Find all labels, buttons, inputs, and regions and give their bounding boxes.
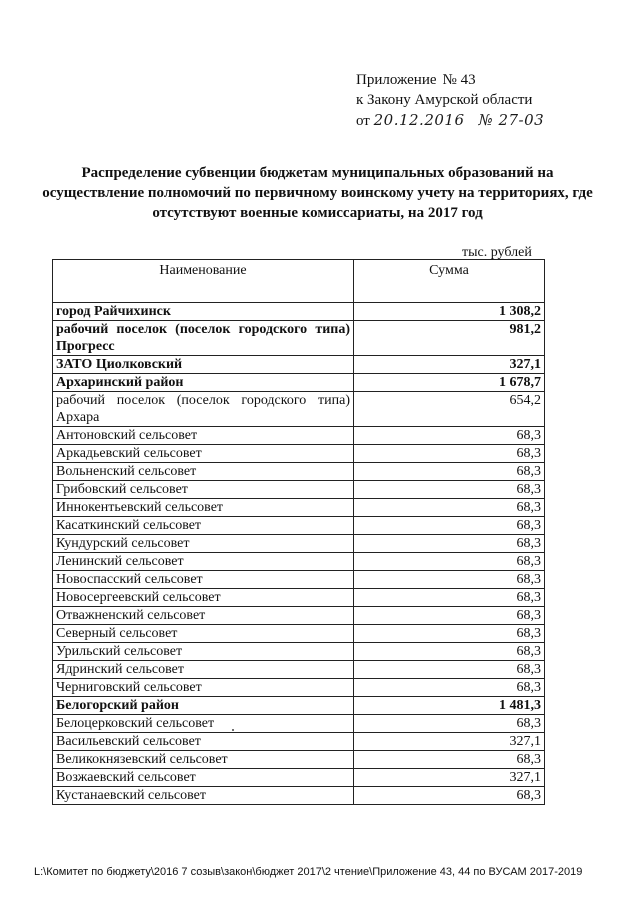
handwritten-date: 20.12.2016 [373,111,465,129]
row-value: 327,1 [354,769,545,787]
row-value: 68,3 [354,499,545,517]
table-row [53,733,545,751]
table-row [53,535,545,553]
row-name: Вольненский сельсовет [53,463,354,481]
row-value: 1 308,2 [354,303,545,321]
table-row [53,374,545,392]
table-row [53,427,545,445]
table-row [53,553,545,571]
appendix-number: № 43 [442,72,476,88]
row-name: Васильевский сельсовет [53,733,354,751]
row-value: 68,3 [354,445,545,463]
row-name: Северный сельсовет [53,625,354,643]
units-label: тыс. рублей [462,245,532,260]
row-name: Урильский сельсовет [53,643,354,661]
table-row [53,697,545,715]
row-name: Белоцерковский сельсовет [53,715,354,733]
table-row [53,769,545,787]
table-body [53,303,545,805]
row-value: 68,3 [354,643,545,661]
row-name: Аркадьевский сельсовет [53,445,354,463]
table-row [53,392,545,427]
table-row [53,589,545,607]
table-row [53,481,545,499]
row-name: рабочий поселок (поселок городского типа) Архара [53,392,354,427]
handwritten-number: № 27-03 [478,111,545,129]
row-name: Ядринский сельсовет [53,661,354,679]
row-value: 68,3 [354,463,545,481]
row-value: 68,3 [354,553,545,571]
row-value: 654,2 [354,392,545,427]
appendix-header [356,70,544,131]
table-row [53,607,545,625]
row-name: Новоспасский сельсовет [53,571,354,589]
table-row [53,751,545,769]
table-row [53,356,545,374]
row-value: 68,3 [354,679,545,697]
row-name: Кундурский сельсовет [53,535,354,553]
table-row [53,499,545,517]
appendix-label: Приложение [356,72,437,88]
row-name: Отважненский сельсовет [53,607,354,625]
row-value: 68,3 [354,625,545,643]
table-row [53,625,545,643]
row-name: Возжаевский сельсовет [53,769,354,787]
row-name: Грибовский сельсовет [53,481,354,499]
table-row [53,679,545,697]
row-name: Архаринский район [53,374,354,392]
table-row [53,517,545,535]
row-value: 68,3 [354,661,545,679]
table-row [53,715,545,733]
row-value: 68,3 [354,715,545,733]
table-row [53,787,545,805]
row-value: 68,3 [354,589,545,607]
table-header-row [53,260,545,303]
row-value: 68,3 [354,481,545,499]
header-sum: Сумма [354,260,545,303]
appendix-law-reference: к Закону Амурской области [356,92,533,108]
row-value: 68,3 [354,535,545,553]
table-row [53,571,545,589]
row-name: Кустанаевский сельсовет [53,787,354,805]
table-row [53,463,545,481]
row-value: 68,3 [354,607,545,625]
header-name: Наименование [53,260,354,303]
row-name: город Райчихинск [53,303,354,321]
table-row [53,321,545,356]
row-name: рабочий поселок (поселок городского типа) Прогресс [53,321,354,356]
row-name: Новосергеевский сельсовет [53,589,354,607]
row-value: 1 678,7 [354,374,545,392]
row-name: Касаткинский сельсовет [53,517,354,535]
date-prefix: от [356,113,370,129]
row-name: Антоновский сельсовет [53,427,354,445]
row-value: 327,1 [354,733,545,751]
appendix-date-line [356,110,544,131]
row-value: 981,2 [354,321,545,356]
row-value: 68,3 [354,427,545,445]
appendix-line-1 [356,70,544,90]
row-name: Великокнязевский сельсовет [53,751,354,769]
document-title: Распределение субвенции бюджетам муниципальных образований на осуществление полномочий по первичному воинскому учету на территориях, где отсутствуют военные комиссариаты, на 2017 год [42,165,593,221]
table-row [53,445,545,463]
row-value: 327,1 [354,356,545,374]
row-value: 68,3 [354,787,545,805]
row-value: 68,3 [354,751,545,769]
row-value: 68,3 [354,571,545,589]
scan-speck [232,729,234,731]
row-name: Белогорский район [53,697,354,715]
row-name: Ленинский сельсовет [53,553,354,571]
table-row [53,303,545,321]
row-name: ЗАТО Циолковский [53,356,354,374]
subvention-table [52,259,545,805]
row-value: 68,3 [354,517,545,535]
row-name: Черниговский сельсовет [53,679,354,697]
row-name: Иннокентьевский сельсовет [53,499,354,517]
table-row [53,643,545,661]
row-value: 1 481,3 [354,697,545,715]
table-row [53,661,545,679]
file-path-footer: L:\Комитет по бюджету\2016 7 созыв\закон\бюджет 2017\2 чтение\Приложение 43, 44 по ВУСАМ 2017-2019 [34,866,583,878]
